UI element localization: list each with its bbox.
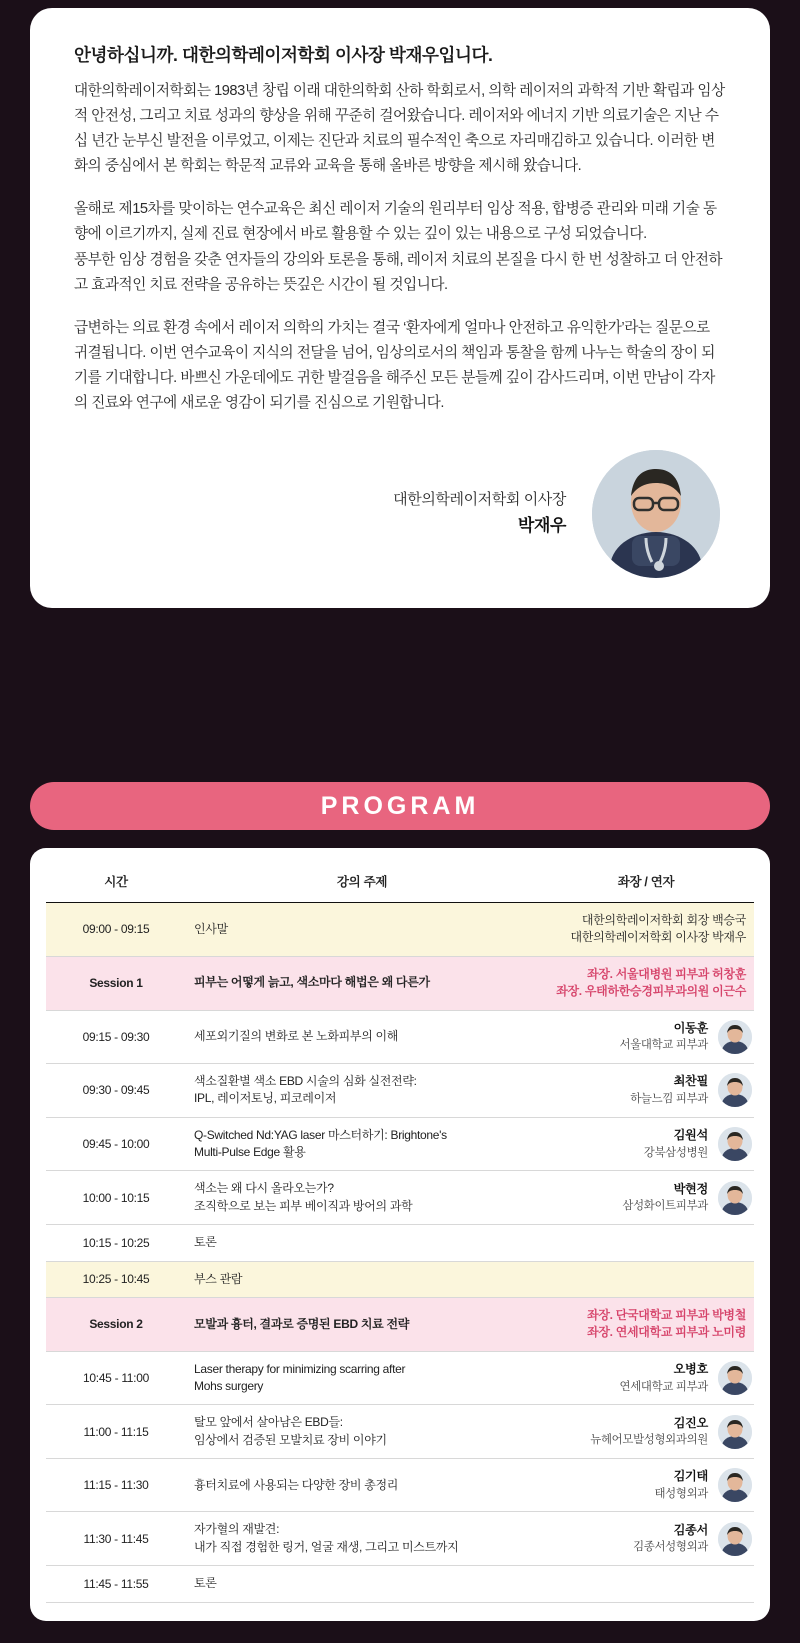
cell-chair-speaker — [538, 1297, 754, 1351]
cell-time: 10:45 - 11:00 — [46, 1351, 186, 1405]
cell-time: 11:00 - 11:15 — [46, 1405, 186, 1459]
table-row — [46, 1261, 754, 1297]
cell-topic: 세포외기질의 변화로 본 노화피부의 이해 — [186, 1010, 538, 1063]
cell-time: 09:15 - 09:30 — [46, 1010, 186, 1063]
speaker-affiliation: 김종서성형외과 — [633, 1541, 708, 1554]
cell-chair-speaker — [538, 1459, 754, 1512]
speaker-affiliation: 뉴헤어모발성형외과의원 — [590, 1434, 708, 1447]
cell-topic: 인사말 — [186, 903, 538, 957]
speaker-affiliation: 서울대학교 피부과 — [619, 1039, 708, 1052]
cell-time: 09:00 - 09:15 — [46, 903, 186, 957]
speaker-affiliation: 연세대학교 피부과 — [619, 1380, 708, 1393]
chair-line: 좌장. 우태하한승경피부과의원 이근수 — [556, 984, 746, 999]
cell-chair-speaker — [538, 1261, 754, 1297]
speaker-avatar — [718, 1020, 752, 1054]
speaker-name: 최찬필 — [673, 1074, 708, 1089]
cell-time: 10:25 - 10:45 — [46, 1261, 186, 1297]
column-header-time: 시간 — [46, 862, 186, 903]
cell-topic: 색소질환별 색소 EBD 시술의 심화 실전전략: IPL, 레이저토닝, 피코레이저 — [186, 1063, 538, 1117]
cell-time: 11:45 - 11:55 — [46, 1566, 186, 1602]
cell-time: 11:15 - 11:30 — [46, 1459, 186, 1512]
cell-time: 09:30 - 09:45 — [46, 1063, 186, 1117]
cell-topic: 부스 관람 — [186, 1261, 538, 1297]
speaker-name: 김기태 — [673, 1469, 708, 1484]
speaker-name: 이동훈 — [673, 1020, 708, 1035]
greeting-paragraph-2: 올해로 제15차를 맞이하는 연수교육은 최신 레이저 기술의 원리부터 임상 적용, 합병증 관리와 미래 기술 동향에 이르기까지, 실제 진료 현장에서 바로 활용할 수 있는 깊이 있는 내용으로 구성 되었습니다. — [74, 201, 717, 243]
table-row — [46, 1512, 754, 1566]
speaker-avatar — [718, 1468, 752, 1502]
chair-line: 좌장. 단국대학교 피부과 박병철 — [587, 1307, 746, 1322]
cell-topic: 피부는 어떻게 늙고, 색소마다 해법은 왜 다른가 — [186, 956, 538, 1010]
chair-line: 대한의학레이저학회 이사장 박재우 — [570, 930, 746, 945]
cell-chair-speaker — [538, 1117, 754, 1171]
cell-topic: 탈모 앞에서 살아남은 EBD들: 임상에서 검증된 모발치료 장비 이야기 — [186, 1405, 538, 1459]
speaker-name: 박현정 — [673, 1181, 708, 1196]
speaker-avatar — [718, 1361, 752, 1395]
speaker-name: 김종서 — [673, 1522, 708, 1537]
table-row — [46, 1459, 754, 1512]
program-table-header-row — [46, 862, 754, 903]
cell-chair-speaker — [538, 956, 754, 1010]
speaker-avatar — [718, 1415, 752, 1449]
cell-chair-speaker — [538, 903, 754, 957]
signature-organization: 대한의학레이저학회 이사장 — [393, 490, 566, 508]
column-header-topic: 강의 주제 — [186, 862, 538, 903]
cell-topic: Laser therapy for minimizing scarring after Mohs surgery — [186, 1351, 538, 1405]
cell-chair-speaker — [538, 1405, 754, 1459]
table-row — [46, 956, 754, 1010]
cell-chair-speaker — [538, 1063, 754, 1117]
table-row — [46, 903, 754, 957]
cell-chair-speaker — [538, 1351, 754, 1405]
cell-time: 10:00 - 10:15 — [46, 1171, 186, 1225]
table-row — [46, 1225, 754, 1261]
signature-block — [74, 450, 726, 578]
speaker-name: 김진오 — [673, 1415, 708, 1430]
table-row — [46, 1010, 754, 1063]
program-table-card — [30, 848, 770, 1621]
cell-time: 11:30 - 11:45 — [46, 1512, 186, 1566]
cell-chair-speaker — [538, 1225, 754, 1261]
table-row — [46, 1171, 754, 1225]
chairman-portrait-photo — [592, 450, 720, 578]
greeting-paragraph-1: 대한의학레이저학회는 1983년 창립 이래 대한의학회 산하 학회로서, 의학 레이저의 과학적 기반 확립과 임상적 안전성, 그리고 치료 성과의 향상을 위해 꾸준히 걸어왔습니다. 레이저와 에너지 기반 의료기술은 지난 수십 년간 눈부신 발전을 이루었고, 이제는 진단과 치료의 필수적인 축으로 자리매김하고 있습니다. 이러한 변화의 중심에서 본 학회는 학문적 교류와 교육을 통해 올바른 방향을 제시해 왔습니다. — [74, 83, 725, 175]
cell-chair-speaker — [538, 1010, 754, 1063]
cell-topic: 자가혈의 재발견: 내가 직접 경험한 링거, 얼굴 재생, 그리고 미스트까지 — [186, 1512, 538, 1566]
cell-chair-speaker — [538, 1512, 754, 1566]
column-header-chair: 좌장 / 연자 — [538, 862, 754, 903]
cell-time: 10:15 - 10:25 — [46, 1225, 186, 1261]
cell-topic: 모발과 흉터, 결과로 증명된 EBD 치료 전략 — [186, 1297, 538, 1351]
speaker-affiliation: 하늘느낌 피부과 — [630, 1092, 708, 1105]
speaker-avatar — [718, 1181, 752, 1215]
speaker-name: 김원석 — [673, 1127, 708, 1142]
greeting-paragraph-3: 풍부한 임상 경험을 갖춘 연자들의 강의와 토론을 통해, 레이저 치료의 본질을 다시 한 번 성찰하고 더 안전하고 효과적인 치료 전략을 공유하는 뜻깊은 시간이 될 것입니다. — [74, 251, 723, 293]
greeting-paragraph-4: 급변하는 의료 환경 속에서 레이저 의학의 가치는 결국 ‘환자에게 얼마나 안전하고 유익한가’라는 질문으로 귀결됩니다. 이번 연수교육이 지식의 전달을 넘어, 임상의로서의 책임과 통찰을 함께 나누는 학술의 장이 되기를 기대합니다. 바쁘신 가운데에도 귀한 발걸음을 해주신 모든 분들께 깊이 감사드리며, 이번 만남이 각자의 진료와 연구에 새로운 영감이 되기를 진심으로 기원합니다. — [74, 319, 715, 412]
speaker-avatar — [718, 1522, 752, 1556]
speaker-avatar — [718, 1127, 752, 1161]
cell-topic: Q-Switched Nd:YAG laser 마스터하기: Brightone's Multi-Pulse Edge 활용 — [186, 1117, 538, 1171]
table-row — [46, 1405, 754, 1459]
cell-topic: 색소는 왜 다시 올라오는가? 조직학으로 보는 피부 베이직과 방어의 과학 — [186, 1171, 538, 1225]
signature-name: 박재우 — [517, 516, 566, 536]
program-table-body — [46, 903, 754, 1603]
chair-line: 좌장. 연세대학교 피부과 노미령 — [587, 1325, 746, 1340]
cell-time: Session 1 — [46, 956, 186, 1010]
table-row — [46, 1063, 754, 1117]
speaker-avatar — [718, 1073, 752, 1107]
chair-line: 좌장. 서울대병원 피부과 허창훈 — [587, 966, 746, 981]
chair-line: 대한의학레이저학회 회장 백승국 — [581, 913, 746, 927]
speaker-name: 오병호 — [673, 1361, 708, 1376]
cell-topic: 흉터치료에 사용되는 다양한 장비 총정리 — [186, 1459, 538, 1512]
speaker-affiliation: 강북삼성병원 — [643, 1146, 708, 1159]
cell-chair-speaker — [538, 1171, 754, 1225]
table-row — [46, 1117, 754, 1171]
table-row — [46, 1566, 754, 1602]
program-table — [46, 862, 754, 1603]
cell-topic: 토론 — [186, 1566, 538, 1602]
greeting-card — [30, 8, 770, 608]
table-row — [46, 1297, 754, 1351]
cell-time: 09:45 - 10:00 — [46, 1117, 186, 1171]
signature-text — [393, 487, 566, 541]
greeting-title: 안녕하십니까. 대한의학레이저학회 이사장 박재우입니다. — [74, 45, 493, 65]
cell-topic: 토론 — [186, 1225, 538, 1261]
program-banner: PROGRAM — [30, 782, 770, 830]
speaker-affiliation: 삼성화이트피부과 — [622, 1200, 708, 1213]
speaker-affiliation: 태성형외과 — [654, 1487, 708, 1500]
cell-chair-speaker — [538, 1566, 754, 1602]
cell-time: Session 2 — [46, 1297, 186, 1351]
table-row — [46, 1351, 754, 1405]
